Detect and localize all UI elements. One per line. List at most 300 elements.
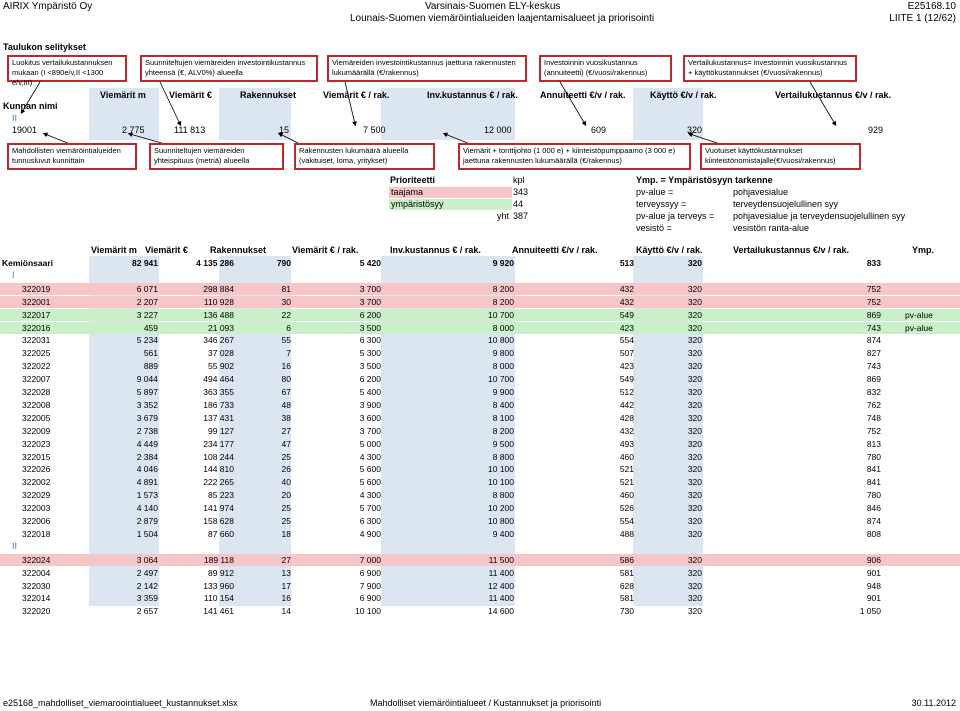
table-cell: 322007 — [22, 374, 51, 385]
legend-box-inv-formula: Viemärit + tonttijohto (1 000 e) + kiinteistöpumppaamo (3 000 e) jaettuna rakennusten lukumäärällä (€/rakennus) — [458, 143, 691, 170]
table-cell: 5 300 — [359, 348, 381, 359]
table-cell: 320 — [687, 567, 702, 578]
table-cell: 2 384 — [136, 451, 158, 462]
table-cell: 488 — [619, 528, 634, 539]
table-cell: 133 960 — [203, 580, 234, 591]
priority-ymparisto-label: ympäristösyy — [389, 199, 512, 210]
table-cell: 8 200 — [492, 283, 514, 294]
table-cell: 743 — [866, 361, 881, 372]
table-cell: 11 500 — [488, 554, 514, 565]
table-cell: 320 — [687, 283, 702, 294]
table-cell: 730 — [619, 606, 634, 617]
table-cell: 320 — [687, 374, 702, 385]
table-row — [0, 373, 960, 385]
table-cell — [905, 296, 953, 308]
table-cell: 141 461 — [203, 606, 234, 617]
legend-header-rakennukset: Rakennukset — [240, 90, 297, 100]
table-cell: 320 — [687, 438, 702, 449]
priority-taajama-label: taajama — [389, 187, 512, 198]
table-cell: 4 891 — [136, 477, 158, 488]
table-cell — [905, 580, 953, 592]
legend-box-operating-cost: Vuotuiset käyttökustannukset kiinteistönomistajalle(€/vuosi/rakennus) — [700, 143, 861, 170]
class-label-2: II — [12, 540, 18, 551]
table-row — [0, 502, 960, 514]
table-cell: 1 050 — [859, 606, 881, 617]
table-row — [0, 296, 960, 308]
table-cell — [905, 502, 953, 514]
table-cell: 322030 — [22, 580, 51, 591]
table-cell: 1 504 — [136, 528, 158, 539]
table-row — [0, 399, 960, 411]
table-cell: 4 135 286 — [196, 258, 234, 268]
table-cell: 16 — [281, 361, 291, 372]
table-cell: 320 — [687, 335, 702, 346]
example-kaytto: 320 — [687, 125, 703, 135]
table-cell: 189 118 — [203, 554, 234, 565]
class-label-1: I — [12, 269, 15, 280]
table-row — [0, 347, 960, 359]
table-cell: 752 — [866, 425, 881, 436]
example-viemarit-m: 2 775 — [122, 125, 145, 135]
table-cell: 5 234 — [136, 335, 158, 346]
table-cell: 137 431 — [203, 412, 234, 423]
table-cell: 320 — [687, 477, 702, 488]
table-cell: 7 — [286, 348, 291, 359]
table-cell: 320 — [687, 258, 702, 268]
table-cell: 85 223 — [208, 490, 234, 501]
table-cell: 581 — [619, 593, 634, 604]
table-cell: 846 — [866, 503, 881, 514]
priority-ymparisto-value: 44 — [513, 199, 524, 209]
table-cell: 320 — [687, 516, 702, 526]
table-cell: 10 800 — [488, 516, 514, 526]
table-cell: 521 — [619, 477, 634, 488]
table-cell — [905, 592, 953, 604]
table-cell — [905, 451, 953, 463]
table-cell: 10 100 — [355, 606, 381, 617]
table-cell: 55 902 — [208, 361, 234, 372]
footer-title: Mahdolliset viemäröintialueet / Kustannukset ja priorisointi — [370, 698, 602, 708]
table-cell: 89 912 — [208, 567, 234, 578]
table-cell: 869 — [866, 374, 881, 385]
municipality-name: Kemiönsaari — [2, 258, 54, 268]
example-rakennukset: 15 — [279, 125, 290, 135]
table-cell: 322014 — [22, 593, 51, 604]
table-cell: 2 497 — [136, 567, 158, 578]
table-cell: 320 — [687, 309, 702, 320]
table-cell: 320 — [687, 503, 702, 514]
table-cell: 6 — [286, 322, 291, 333]
table-cell: 346 267 — [203, 335, 234, 346]
table-cell — [905, 489, 953, 501]
table-cell: 8 200 — [492, 296, 514, 307]
appendix-label: LIITE 1 (12/62) — [889, 13, 956, 24]
table-cell: 9 900 — [492, 387, 514, 397]
table-cell: 11 400 — [488, 593, 514, 604]
table-header-kaytto: Käyttö €/v / rak. — [636, 245, 703, 255]
table-cell: 4 300 — [359, 451, 381, 462]
table-row — [0, 412, 960, 424]
table-cell: 948 — [866, 580, 881, 591]
table-header-annuity: Annuiteetti €/v / rak. — [512, 245, 598, 255]
table-cell: 21 093 — [208, 322, 234, 333]
table-cell: 10 700 — [488, 309, 514, 320]
table-cell: 561 — [143, 348, 158, 359]
table-row — [0, 580, 960, 592]
table-cell: 7 000 — [359, 554, 381, 565]
priority-title: Prioriteetti — [390, 175, 436, 185]
table-cell — [905, 463, 953, 475]
legend-box-municipal: Mahdollisten viemäröintialueiden tunnusluvut kunnittain — [7, 143, 137, 170]
table-cell: 322020 — [22, 606, 51, 617]
table-row — [0, 322, 960, 334]
legend-class-label: II — [12, 113, 18, 123]
table-cell: 55 — [281, 335, 291, 346]
table-cell: 442 — [619, 399, 634, 410]
table-cell: 37 028 — [208, 348, 234, 359]
table-cell: 2 207 — [136, 296, 158, 307]
table-cell: 869 — [866, 309, 881, 320]
table-cell: 2 738 — [136, 425, 158, 436]
table-header-ymp: Ymp. — [912, 245, 935, 255]
table-cell: 3 679 — [136, 412, 158, 423]
table-cell: 12 400 — [488, 580, 514, 591]
table-cell: 322026 — [22, 464, 51, 475]
table-cell: 6 900 — [359, 567, 381, 578]
table-row — [0, 554, 960, 566]
table-cell: 30 — [281, 296, 291, 307]
ymp-key-4: vesistö = — [636, 223, 672, 233]
table-cell: 901 — [866, 567, 881, 578]
table-row — [0, 451, 960, 463]
table-row — [0, 476, 960, 488]
ymp-val-1: pohjavesialue — [733, 187, 789, 197]
footer-filename: e25168_mahdolliset_viemaroointialueet_kustannukset.xlsx — [3, 698, 238, 708]
table-cell — [905, 257, 953, 269]
table-total-row — [0, 257, 960, 269]
table-cell: 158 628 — [203, 516, 234, 526]
table-cell: 526 — [619, 503, 634, 514]
table-cell: 423 — [619, 322, 634, 333]
table-cell: 40 — [281, 477, 291, 488]
table-cell: 320 — [687, 348, 702, 359]
table-cell: 363 355 — [203, 387, 234, 397]
table-cell: 17 — [281, 580, 291, 591]
table-cell: 320 — [687, 296, 702, 307]
table-cell: 320 — [687, 399, 702, 410]
table-cell — [905, 334, 953, 346]
table-cell: 4 046 — [136, 464, 158, 475]
table-cell: 3 500 — [359, 322, 381, 333]
table-cell: 320 — [687, 554, 702, 565]
table-cell — [905, 554, 953, 566]
region-name: Varsinais-Suomen ELY-keskus — [425, 1, 561, 12]
table-cell: 10 700 — [488, 374, 514, 385]
table-cell: 320 — [687, 412, 702, 423]
ymp-key-3: pv-alue ja terveys = — [636, 211, 715, 221]
table-cell: 322008 — [22, 399, 51, 410]
table-cell: 3 700 — [359, 425, 381, 436]
table-cell: 780 — [866, 490, 881, 501]
table-cell — [905, 347, 953, 359]
table-cell: 322028 — [22, 387, 51, 397]
ymp-val-2: terveydensuojelullinen syy — [733, 199, 839, 209]
example-per-rak: 7 500 — [363, 125, 386, 135]
table-cell: 2 879 — [136, 516, 158, 526]
table-cell: 10 100 — [488, 464, 514, 475]
table-cell — [905, 476, 953, 488]
table-cell: 99 127 — [208, 425, 234, 436]
table-header-vertailu: Vertailukustannus €/v / rak. — [733, 245, 850, 255]
table-header-inv: Inv.kustannus € / rak. — [390, 245, 481, 255]
table-cell: 460 — [619, 451, 634, 462]
table-cell: 3 500 — [359, 361, 381, 372]
table-row — [0, 283, 960, 295]
company-name: AIRIX Ympäristö Oy — [3, 1, 93, 12]
table-cell: 9 500 — [492, 438, 514, 449]
table-cell: 841 — [866, 477, 881, 488]
table-cell: 320 — [687, 361, 702, 372]
table-cell: 25 — [281, 451, 291, 462]
table-cell: 5 000 — [359, 438, 381, 449]
table-cell: 322024 — [22, 554, 51, 565]
table-cell: 186 733 — [203, 399, 234, 410]
table-cell: 554 — [619, 335, 634, 346]
table-cell: 832 — [866, 387, 881, 397]
table-cell: 108 244 — [203, 451, 234, 462]
table-cell: 9 800 — [492, 348, 514, 359]
legend-box-building-count: Rakennusten lukumäärä alueella (vakituiset, loma, yritykset) — [294, 143, 435, 170]
table-cell: 6 200 — [359, 309, 381, 320]
table-cell: 3 227 — [136, 309, 158, 320]
table-cell: 322017 — [22, 309, 51, 320]
table-cell: 808 — [866, 528, 881, 539]
table-cell: 144 810 — [203, 464, 234, 475]
table-cell: 27 — [281, 554, 291, 565]
table-cell: 428 — [619, 412, 634, 423]
table-cell: 3 352 — [136, 399, 158, 410]
table-cell: 813 — [866, 438, 881, 449]
ymp-key-1: pv-alue = — [636, 187, 674, 197]
table-cell: 586 — [619, 554, 634, 565]
table-cell: 322022 — [22, 361, 51, 372]
priority-taajama-value: 343 — [513, 187, 529, 197]
table-cell — [905, 605, 953, 617]
table-cell: 25 — [281, 516, 291, 526]
table-cell: 67 — [281, 387, 291, 397]
table-cell: 790 — [276, 258, 291, 268]
table-cell: 493 — [619, 438, 634, 449]
table-cell: 136 488 — [203, 309, 234, 320]
table-cell — [905, 425, 953, 437]
legend-header-inv-per-rak: Inv.kustannus € / rak. — [427, 90, 518, 100]
table-cell: 322005 — [22, 412, 51, 423]
table-cell: 743 — [866, 322, 881, 333]
table-cell: 6 900 — [359, 593, 381, 604]
table-cell: 18 — [281, 528, 291, 539]
table-cell: 3 700 — [359, 283, 381, 294]
table-cell: 22 — [281, 309, 291, 320]
table-cell: 423 — [619, 361, 634, 372]
table-cell: pv-alue — [905, 322, 933, 333]
table-cell: 507 — [619, 348, 634, 359]
table-header-per-rak: Viemärit € / rak. — [292, 245, 359, 255]
table-row — [0, 463, 960, 475]
table-cell: 20 — [281, 490, 291, 501]
table-cell: 322001 — [22, 296, 51, 307]
table-cell: 322025 — [22, 348, 51, 359]
table-cell: 748 — [866, 412, 881, 423]
table-cell: 8 100 — [492, 412, 514, 423]
table-cell: 10 100 — [488, 477, 514, 488]
table-cell — [905, 399, 953, 411]
table-cell: 6 300 — [359, 516, 381, 526]
table-cell: 298 884 — [203, 283, 234, 294]
table-cell: 82 941 — [132, 258, 158, 268]
table-cell: 841 — [866, 464, 881, 475]
table-cell: 322003 — [22, 503, 51, 514]
table-cell: 889 — [143, 361, 158, 372]
table-cell: 320 — [687, 387, 702, 397]
table-cell: 5 400 — [359, 387, 381, 397]
table-cell: 5 600 — [359, 477, 381, 488]
table-cell: 554 — [619, 516, 634, 526]
legend-box-investment: Suunniteltujen viemäreiden investointikustannus yhteensä (€, ALV0%) alueella — [140, 55, 318, 82]
table-cell: 320 — [687, 528, 702, 539]
table-cell: 322002 — [22, 477, 51, 488]
legend-kunnan-nimi: Kunnan nimi — [3, 101, 58, 111]
table-cell: 14 — [281, 606, 291, 617]
table-cell: 8 200 — [492, 425, 514, 436]
table-cell: 780 — [866, 451, 881, 462]
priority-total-value: 387 — [513, 211, 529, 221]
table-cell: 5 420 — [359, 258, 381, 268]
ymp-val-3: pohjavesialue ja terveydensuojelullinen syy — [733, 211, 906, 221]
table-cell: 26 — [281, 464, 291, 475]
priority-total-label: yht — [497, 211, 510, 221]
example-vertailu: 929 — [868, 125, 884, 135]
report-code: E25168.10 — [907, 1, 956, 12]
table-cell — [905, 515, 953, 527]
legend-header-viemarit-per-rak: Viemärit € / rak. — [323, 90, 390, 100]
table-cell: 4 449 — [136, 438, 158, 449]
ymp-val-4: vesistön ranta-alue — [733, 223, 810, 233]
table-cell: 322018 — [22, 528, 51, 539]
table-cell: 8 400 — [492, 399, 514, 410]
table-cell: 459 — [143, 322, 158, 333]
table-cell: 8 000 — [492, 361, 514, 372]
table-cell: 8 800 — [492, 451, 514, 462]
table-row — [0, 360, 960, 372]
table-cell: 549 — [619, 374, 634, 385]
table-cell: 4 300 — [359, 490, 381, 501]
table-cell: 521 — [619, 464, 634, 475]
table-cell: 222 265 — [203, 477, 234, 488]
table-cell — [905, 386, 953, 398]
table-cell: 16 — [281, 593, 291, 604]
table-row — [0, 528, 960, 540]
table-row — [0, 592, 960, 604]
table-cell — [905, 567, 953, 579]
table-cell: 3 700 — [359, 296, 381, 307]
table-row — [0, 334, 960, 346]
table-cell: 3 600 — [359, 412, 381, 423]
table-cell: 11 400 — [488, 567, 514, 578]
table-cell: 322015 — [22, 451, 51, 462]
table-cell: 874 — [866, 335, 881, 346]
table-cell: 432 — [619, 425, 634, 436]
example-id: 19001 — [12, 125, 38, 135]
table-cell: 322031 — [22, 335, 51, 346]
table-cell: 25 — [281, 503, 291, 514]
table-cell: 7 900 — [359, 580, 381, 591]
table-cell: 320 — [687, 490, 702, 501]
table-cell: 320 — [687, 451, 702, 462]
report-subtitle: Lounais-Suomen viemäröintialueiden laajentamisalueet ja priorisointi — [350, 13, 655, 24]
legend-header-kaytto: Käyttö €/v / rak. — [650, 90, 717, 100]
table-cell: 827 — [866, 348, 881, 359]
example-annuity: 609 — [591, 125, 607, 135]
table-cell: 4 900 — [359, 528, 381, 539]
table-cell: 549 — [619, 309, 634, 320]
table-cell: 27 — [281, 425, 291, 436]
table-cell: 906 — [866, 554, 881, 565]
legend-box-cost-per-building: Viemäreiden investointikustannus jaettuna rakennusten lukumäärällä (€/rakennus) — [327, 55, 527, 82]
ymp-key-2: terveyssyy = — [636, 199, 687, 209]
table-cell: 494 464 — [203, 374, 234, 385]
table-cell: 81 — [281, 283, 291, 294]
table-cell: 833 — [866, 258, 881, 268]
table-cell: 9 920 — [492, 258, 514, 268]
table-cell: 4 140 — [136, 503, 158, 514]
table-cell: 460 — [619, 490, 634, 501]
table-cell: 110 154 — [203, 593, 234, 604]
legend-box-sewer-length: Suunniteltujen viemäreiden yhteispituus (metriä) alueella — [149, 143, 284, 170]
table-cell: 9 044 — [136, 374, 158, 385]
table-cell: 10 200 — [488, 503, 514, 514]
table-cell: 6 300 — [359, 335, 381, 346]
example-viemarit-eur: 111 813 — [174, 125, 206, 135]
legend-box-comparison-cost: Vertailukustannus= investoinnin vuosikustannus + käyttökustannukset (€/vuosi/rakennus) — [683, 55, 857, 82]
table-cell: 14 600 — [488, 606, 514, 617]
table-row — [0, 489, 960, 501]
table-cell: 322019 — [22, 283, 51, 294]
table-cell: 322006 — [22, 516, 51, 526]
table-cell: 5 897 — [136, 387, 158, 397]
priority-unit: kpl — [513, 175, 525, 185]
table-cell: 752 — [866, 283, 881, 294]
table-cell — [905, 412, 953, 424]
legend-box-annuity: Investoinnin vuosikustannus (annuiteetti) (€/vuosi/rakennus) — [539, 55, 672, 82]
table-row — [0, 605, 960, 617]
table-cell: 320 — [687, 580, 702, 591]
table-cell: 320 — [687, 593, 702, 604]
table-cell: 9 400 — [492, 528, 514, 539]
table-row — [0, 386, 960, 398]
table-row — [0, 438, 960, 450]
table-cell: 3 359 — [136, 593, 158, 604]
table-cell — [905, 528, 953, 540]
legend-header-annuity: Annuiteetti €/v / rak. — [540, 90, 626, 100]
table-cell: 628 — [619, 580, 634, 591]
table-cell — [905, 373, 953, 385]
table-cell — [905, 283, 953, 295]
ymp-title: Ymp. = Ympäristösyyn tarkenne — [636, 175, 773, 185]
table-cell: pv-alue — [905, 309, 933, 320]
table-cell: 322009 — [22, 425, 51, 436]
table-row — [0, 425, 960, 437]
table-cell: 141 974 — [203, 503, 234, 514]
